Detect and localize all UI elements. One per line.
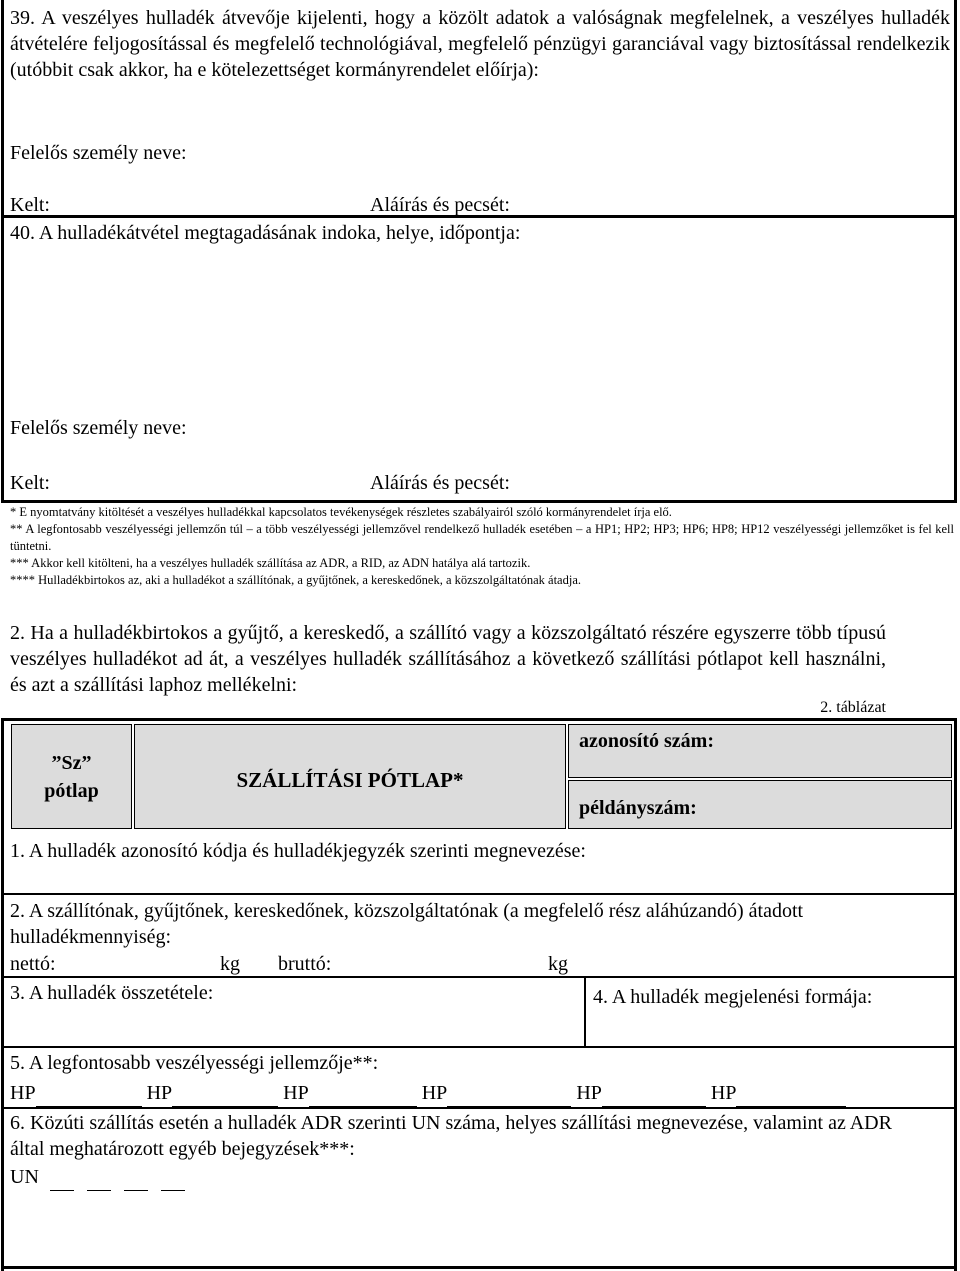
id-number-cell [568, 724, 952, 778]
footnote-3: *** Akkor kell kitölteni, ha a veszélyes hulladék szállítása az ADR, a RID, az ADN hatálya alá tartozik. [10, 556, 531, 570]
copy-number-cell [568, 780, 952, 829]
top-box-bottom-border [1, 500, 957, 503]
row-2-label: 2. A szállítónak, gyűjtőnek, kereskedőnek, közszolgáltatónak (a megfelelő rész aláhúzandó) átadott hulladékmennyiség: [10, 900, 804, 948]
section-39-text: 39. A veszélyes hulladék átvevője kijelenti, hogy a közölt adatok a valóságnak megfelelnek, a veszélyes hulladék átvételére feljogosítással és megfelelő technológiával, megfelelő pénzügyi garanciával vagy biztosítással rendelkezik (utóbbit csak akkor, ha e kötelezettséget kormányrendelet előírja): [10, 7, 950, 81]
section-40-responsible-label: Felelős személy neve: [10, 417, 187, 439]
hp-label-2: HP [146, 1082, 173, 1104]
hp-field-2[interactable] [172, 1080, 278, 1107]
un-label: UN [10, 1166, 39, 1188]
hp-label-3: HP [283, 1082, 309, 1104]
form-top-border [1, 718, 957, 721]
section-39-date-label: Kelt: [10, 194, 50, 216]
form-title-cell [134, 724, 566, 829]
form-title: SZÁLLÍTÁSI PÓTLAP* [236, 768, 464, 792]
kg-label-1: kg [220, 953, 240, 975]
hp-fields [10, 1080, 950, 1107]
hp-label-5: HP [576, 1082, 602, 1104]
hp-field-3[interactable] [309, 1080, 417, 1107]
copy-number-label: példányszám: [579, 797, 697, 819]
potlap-label: pótlap [44, 780, 99, 802]
top-box-left-border [1, 0, 4, 503]
un-field-row [10, 1164, 185, 1191]
section-40-text: 40. A hulladékátvétel megtagadásának indoka, helye, időpontja: [10, 222, 521, 244]
row-3-4-bottom-border [1, 1046, 957, 1048]
form-bottom-border [1, 1266, 957, 1269]
section-39-signature-label: Aláírás és pecsét: [370, 194, 510, 216]
table-label: 2. táblázat [820, 699, 886, 716]
form-right-border [954, 718, 957, 1271]
brutto-label: bruttó: [278, 953, 332, 975]
section-40-signature-label: Aláírás és pecsét: [370, 472, 510, 494]
hp-field-4[interactable] [447, 1080, 571, 1107]
un-digit-3[interactable] [124, 1164, 148, 1191]
un-digit-4[interactable] [161, 1164, 185, 1191]
footnote-1: * E nyomtatvány kitöltését a veszélyes hulladékkal kapcsolatos tevékenységek részletes szabályairól szóló kormányrendelet írja elő. [10, 505, 672, 519]
hp-label-4: HP [421, 1082, 448, 1104]
sz-potlap-cell [11, 724, 132, 829]
id-number-label: azonosító szám: [579, 730, 714, 752]
hp-field-5[interactable] [602, 1080, 706, 1107]
kg-label-2: kg [548, 953, 568, 975]
un-digit-1[interactable] [50, 1164, 74, 1191]
row-5-bottom-border [1, 1107, 957, 1109]
section-40-date-label: Kelt: [10, 472, 50, 494]
netto-label: nettó: [10, 953, 56, 975]
row-1-label: 1. A hulladék azonosító kódja és hulladékjegyzék szerinti megnevezése: [10, 840, 586, 862]
footnotes [10, 504, 954, 589]
footnote-4: **** Hulladékbirtokos az, aki a hulladékot a szállítónak, a gyűjtőnek, a kereskedőnek, a közszolgáltatónak átadja. [10, 573, 581, 587]
hp-field-6[interactable] [736, 1080, 846, 1107]
section-39-responsible-label: Felelős személy neve: [10, 142, 187, 164]
sz-label: ”Sz” [51, 752, 92, 774]
top-box-right-border [954, 0, 957, 503]
hp-field-1[interactable] [36, 1080, 142, 1107]
hp-label-6: HP [710, 1082, 737, 1104]
row-1-bottom-border [1, 893, 957, 895]
hp-label-1: HP [10, 1082, 36, 1104]
row-5-label: 5. A legfontosabb veszélyességi jellemzője**: [10, 1052, 379, 1074]
form-left-border [1, 718, 4, 1271]
paragraph-2: 2. Ha a hulladékbirtokos a gyűjtő, a kereskedő, a szállító vagy a közszolgáltató részére egyszerre több típusú veszélyes hulladékot ad át, a veszélyes hulladék szállításához a következő szállítási pótlapot kell használni, és azt a szállítási laphoz mellékelni: [10, 622, 886, 696]
footnote-2: ** A legfontosabb veszélyességi jellemzőn túl – a több veszélyességi jellemzővel rendelkező hulladék esetében – a HP1; HP2; HP3; HP6; HP8; HP12 veszélyességi jellemzőket is fel kell tüntetni. [10, 522, 954, 553]
row-4-top-border [584, 976, 957, 978]
row-6-label: 6. Közúti szállítás esetén a hulladék ADR szerinti UN száma, helyes szállítási megnevezése, valamint az ADR által meghatározott egyéb bejegyzések***: [10, 1112, 892, 1160]
row-3-label: 3. A hulladék összetétele: [10, 982, 214, 1004]
un-digit-2[interactable] [87, 1164, 111, 1191]
row-4-label: 4. A hulladék megjelenési formája: [593, 986, 873, 1008]
row-3-4-divider [584, 976, 586, 1048]
